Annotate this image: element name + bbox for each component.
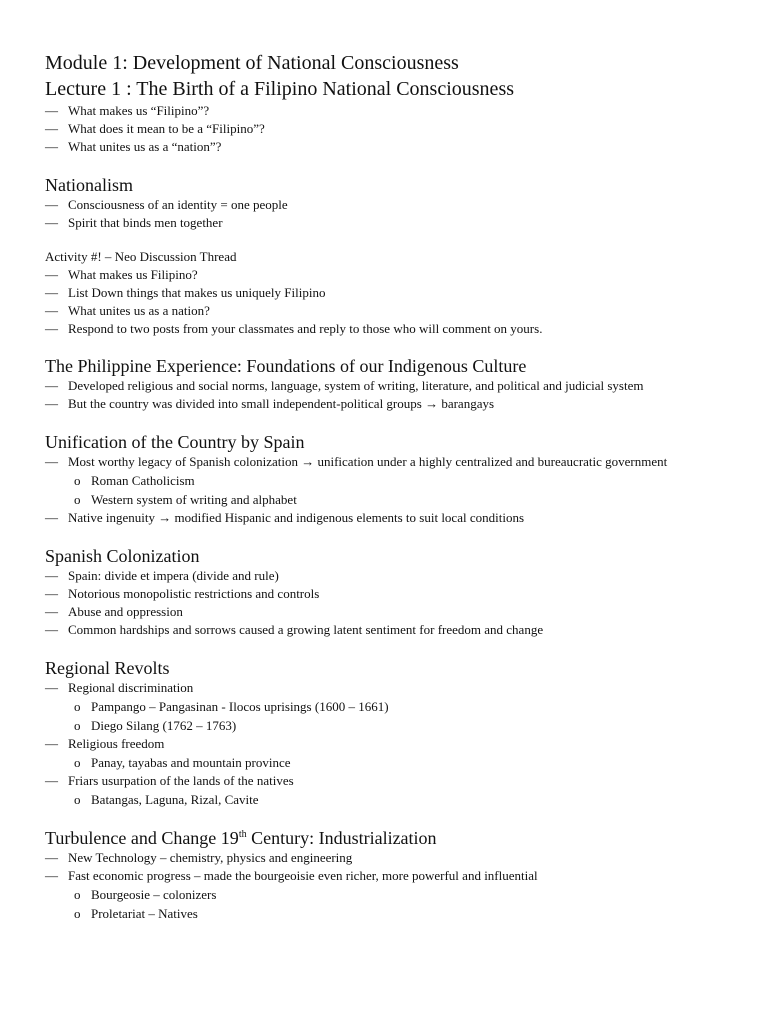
circle-bullet: o bbox=[74, 492, 81, 507]
activity-label: Activity #! – Neo Discussion Thread bbox=[45, 249, 237, 264]
list-item: — What unites us as a nation? bbox=[45, 303, 210, 318]
unification-list bbox=[45, 453, 735, 527]
list-item: — Consciousness of an identity = one people bbox=[45, 197, 288, 212]
turbulence-list bbox=[45, 849, 735, 923]
list-item: — Native ingenuity → modified Hispanic and indigenous elements to suit local conditions bbox=[45, 510, 525, 525]
list-item: — Abuse and oppression bbox=[45, 604, 183, 619]
list-item: — Fast economic progress – made the bourgeoisie even richer, more powerful and influential o Bourgeosie – colonizers o Proletariat – Natives bbox=[45, 867, 735, 923]
sub-list-item: o Batangas, Laguna, Rizal, Cavite bbox=[74, 792, 259, 807]
list-item: — Common hardships and sorrows caused a growing latent sentiment for freedom and change bbox=[45, 622, 544, 637]
dash-bullet: — bbox=[45, 267, 58, 282]
dash-bullet: — bbox=[45, 586, 58, 601]
list-item: — Spirit that binds men together bbox=[45, 215, 223, 230]
dash-bullet: — bbox=[45, 378, 58, 393]
document-body bbox=[45, 50, 735, 923]
circle-bullet: o bbox=[74, 906, 81, 921]
intro-list bbox=[45, 102, 735, 156]
list-item: — What unites us as a “nation”? bbox=[45, 139, 222, 154]
sub-list-item: o Roman Catholicism bbox=[74, 473, 195, 488]
list-item: — Religious freedom o Panay, tayabas and mountain province bbox=[45, 735, 735, 772]
sub-list bbox=[45, 471, 735, 509]
spanish-colonization-heading: Spanish Colonization bbox=[45, 546, 200, 566]
dash-bullet: — bbox=[45, 850, 58, 865]
unification-heading: Unification of the Country by Spain bbox=[45, 432, 305, 452]
sub-list-item: o Pampango – Pangasinan - Ilocos uprisings (1600 – 1661) bbox=[74, 699, 389, 714]
sub-list-item: o Diego Silang (1762 – 1763) bbox=[74, 718, 237, 733]
sub-list bbox=[45, 790, 735, 809]
list-item: — Developed religious and social norms, language, system of writing, literature, and political and judicial system bbox=[45, 378, 644, 393]
list-item: — Friars usurpation of the lands of the natives o Batangas, Laguna, Rizal, Cavite bbox=[45, 772, 735, 809]
list-item: — What does it mean to be a “Filipino”? bbox=[45, 121, 265, 136]
list-item: — List Down things that makes us uniquely Filipino bbox=[45, 285, 326, 300]
sub-list bbox=[45, 697, 735, 735]
dash-bullet: — bbox=[45, 103, 58, 118]
circle-bullet: o bbox=[74, 699, 81, 714]
dash-bullet: — bbox=[45, 121, 58, 136]
sub-list-item: o Panay, tayabas and mountain province bbox=[74, 755, 291, 770]
regional-revolts-heading: Regional Revolts bbox=[45, 658, 170, 678]
list-item: — What makes us “Filipino”? bbox=[45, 103, 210, 118]
dash-bullet: — bbox=[45, 622, 58, 637]
list-item: — But the country was divided into small independent-political groups → barangays bbox=[45, 396, 495, 411]
module-title: Module 1: Development of National Consciousness bbox=[45, 52, 459, 74]
dash-bullet: — bbox=[45, 139, 58, 154]
dash-bullet: — bbox=[45, 215, 58, 230]
circle-bullet: o bbox=[74, 473, 81, 488]
dash-bullet: — bbox=[45, 736, 58, 751]
dash-bullet: — bbox=[45, 868, 58, 883]
circle-bullet: o bbox=[74, 792, 81, 807]
sub-list-item: o Bourgeosie – colonizers bbox=[74, 887, 217, 902]
lecture-title: Lecture 1 : The Birth of a Filipino National Consciousness bbox=[45, 78, 515, 100]
sub-list-item: o Western system of writing and alphabet bbox=[74, 492, 297, 507]
spanish-list bbox=[45, 567, 735, 639]
list-item: — What makes us Filipino? bbox=[45, 267, 198, 282]
sub-list bbox=[45, 885, 735, 923]
list-item: — Most worthy legacy of Spanish colonization → unification under a highly centralized and bureaucratic government o Roman Catholicism o Western system of writing and alphabet bbox=[45, 453, 735, 509]
nationalism-list bbox=[45, 196, 735, 232]
regional-list bbox=[45, 679, 735, 809]
dash-bullet: — bbox=[45, 321, 58, 336]
dash-bullet: — bbox=[45, 773, 58, 788]
dash-bullet: — bbox=[45, 454, 58, 469]
list-item: — Spain: divide et impera (divide and rule) bbox=[45, 568, 279, 583]
philippine-list bbox=[45, 377, 735, 413]
turbulence-heading: Turbulence and Change 19th Century: Industrialization bbox=[45, 828, 437, 848]
sub-list-item: o Proletariat – Natives bbox=[74, 906, 198, 921]
circle-bullet: o bbox=[74, 755, 81, 770]
dash-bullet: — bbox=[45, 285, 58, 300]
dash-bullet: — bbox=[45, 396, 58, 411]
list-item: — New Technology – chemistry, physics and engineering bbox=[45, 850, 353, 865]
dash-bullet: — bbox=[45, 303, 58, 318]
sub-list bbox=[45, 753, 735, 772]
list-item: — Respond to two posts from your classmates and reply to those who will comment on yours. bbox=[45, 321, 543, 336]
circle-bullet: o bbox=[74, 887, 81, 902]
dash-bullet: — bbox=[45, 604, 58, 619]
list-item: — Regional discrimination o Pampango – Pangasinan - Ilocos uprisings (1600 – 1661) o Diego Silang (1762 – 1763) bbox=[45, 679, 735, 735]
dash-bullet: — bbox=[45, 197, 58, 212]
dash-bullet: — bbox=[45, 568, 58, 583]
circle-bullet: o bbox=[74, 718, 81, 733]
activity-list bbox=[45, 266, 735, 338]
list-item: — Notorious monopolistic restrictions and controls bbox=[45, 586, 320, 601]
dash-bullet: — bbox=[45, 680, 58, 695]
dash-bullet: — bbox=[45, 510, 58, 525]
philippine-experience-heading: The Philippine Experience: Foundations of our Indigenous Culture bbox=[45, 356, 527, 376]
nationalism-heading: Nationalism bbox=[45, 175, 133, 195]
